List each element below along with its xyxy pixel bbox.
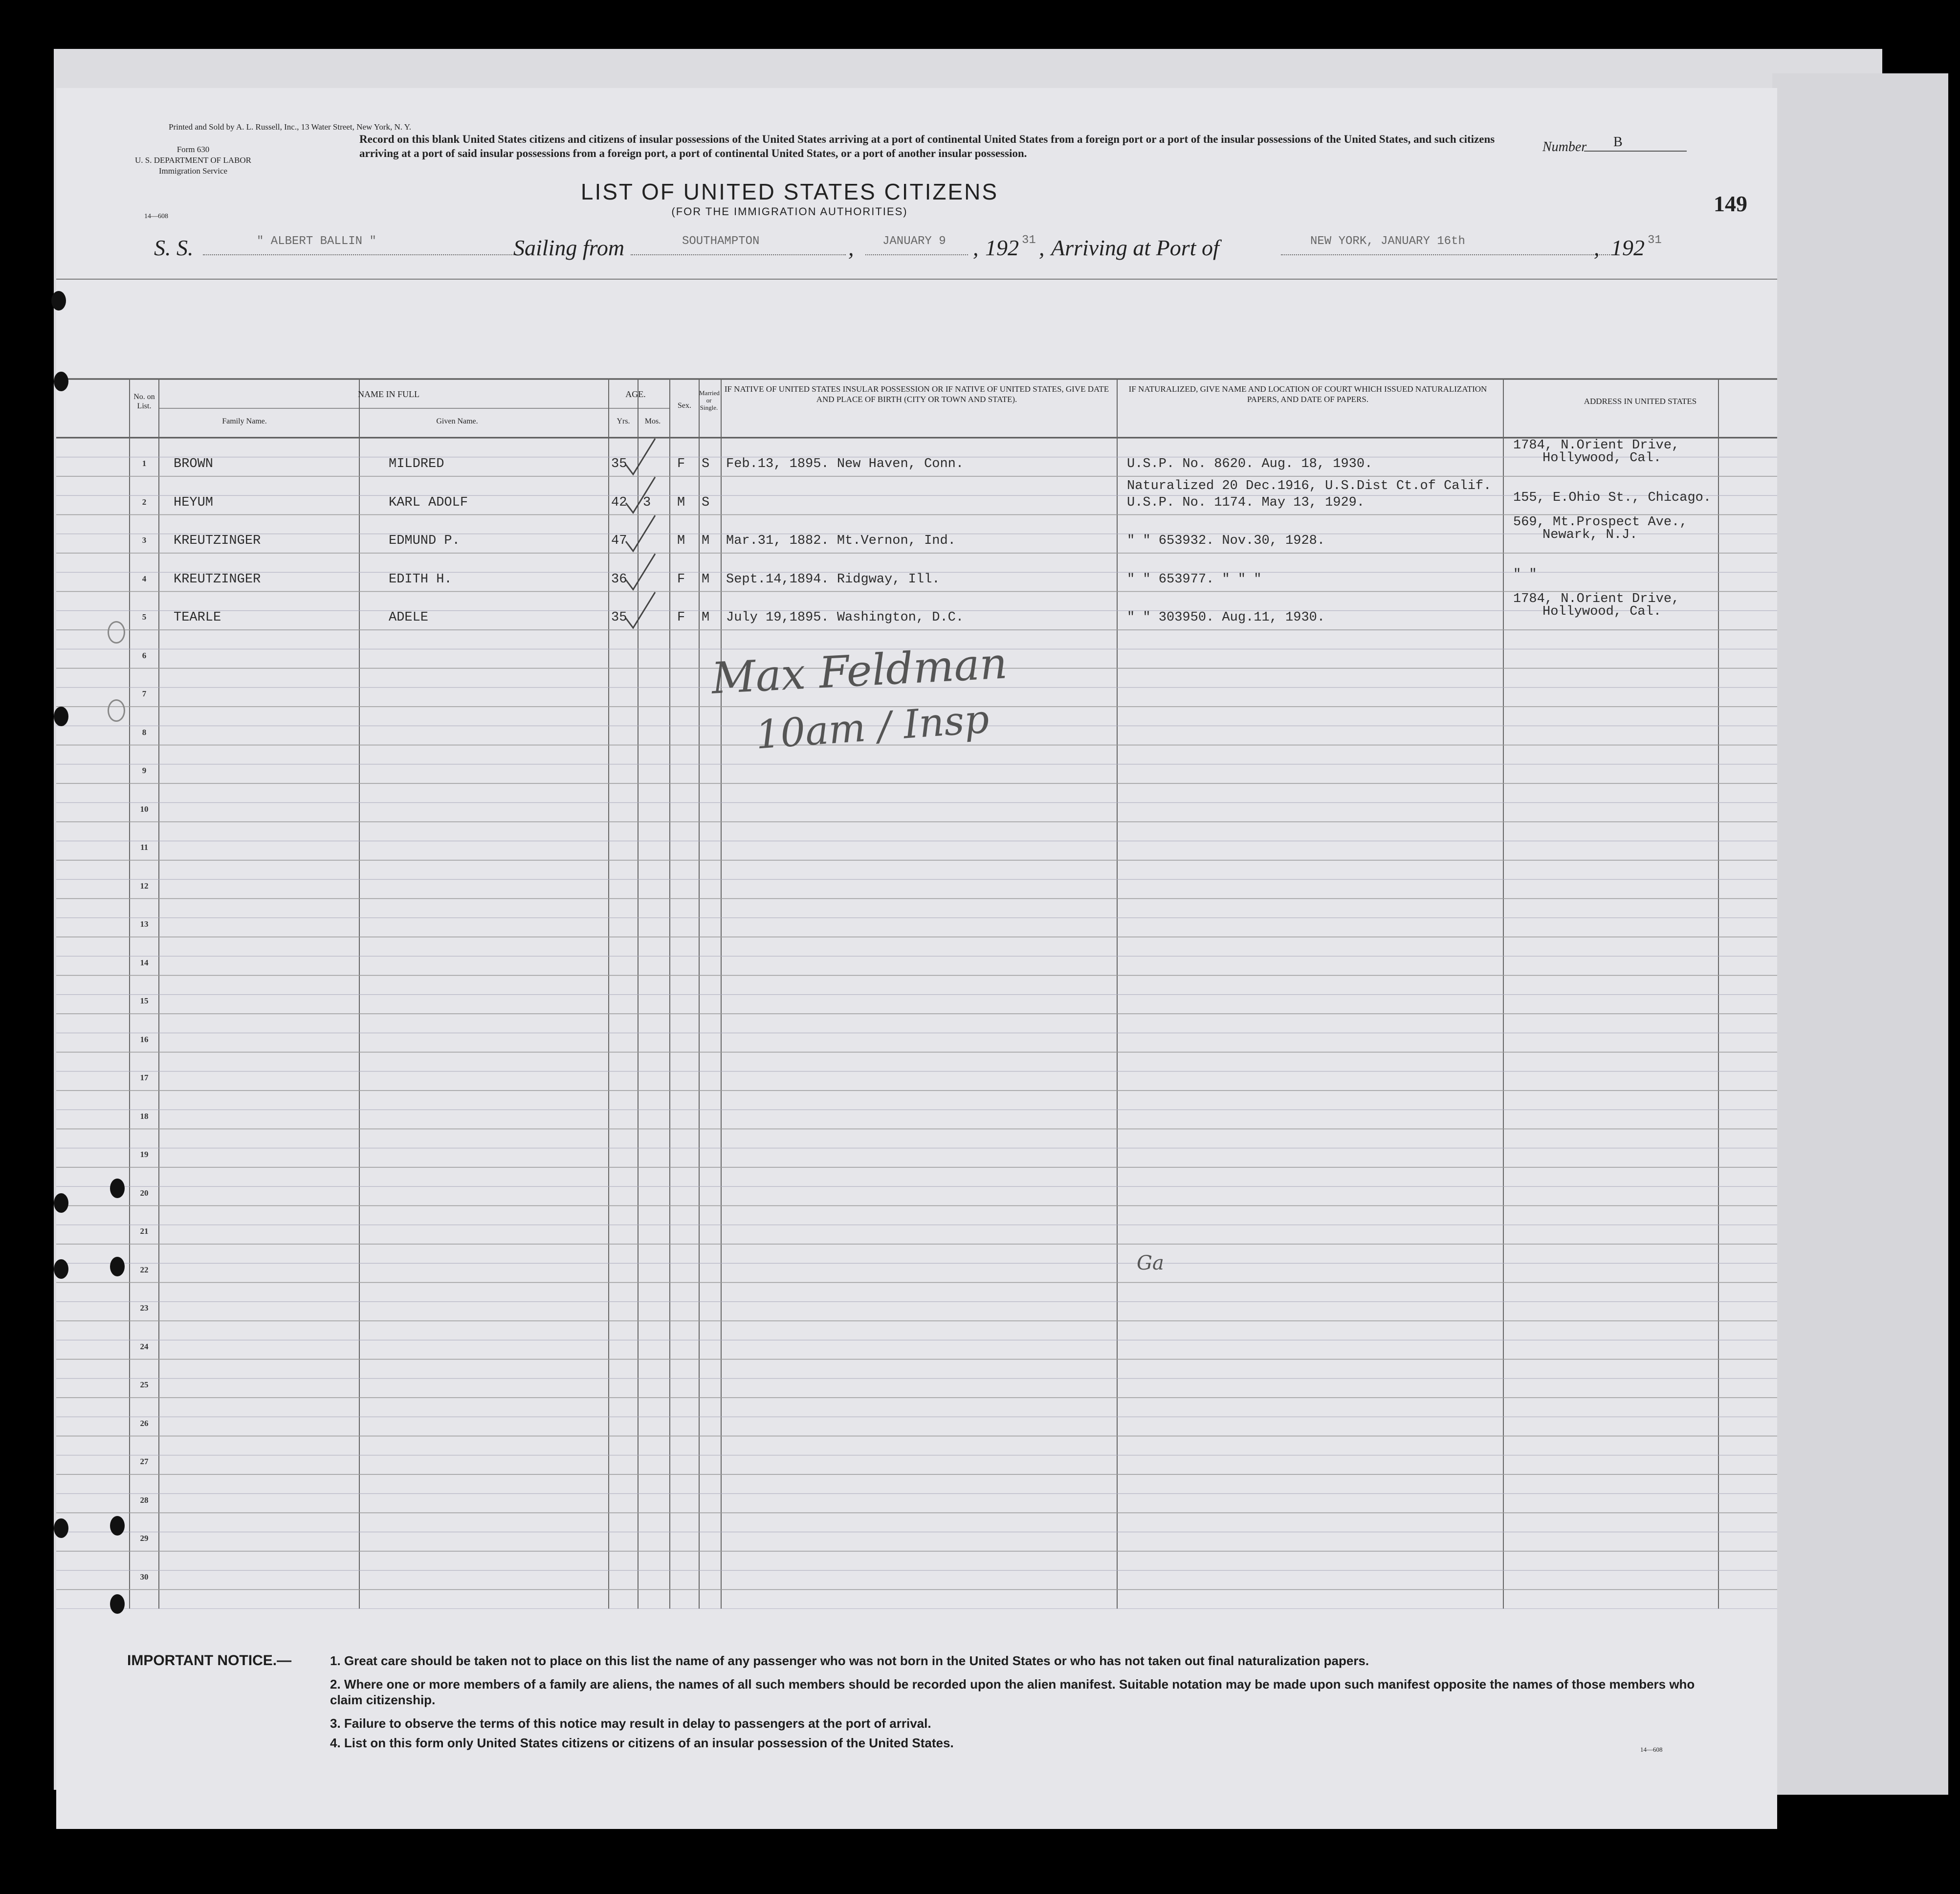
birth-info: Sept.14,1894. Ridgway, Ill. (726, 572, 940, 587)
page-subtitle: (FOR THE IMMIGRATION AUTHORITIES) (671, 205, 908, 218)
sex: F (677, 610, 685, 625)
footer-code: 14—608 (1640, 1746, 1663, 1753)
punch-hole (54, 1518, 68, 1538)
department: U. S. DEPARTMENT OF LABOR (135, 156, 251, 165)
arrival: NEW YORK, JANUARY 16th (1310, 235, 1465, 248)
naturalization-info: " " 653977. " " " (1127, 572, 1262, 587)
marital-status: S (702, 495, 710, 510)
naturalization-info: " " 303950. Aug.11, 1930. (1127, 610, 1325, 625)
naturalization-info: U.S.P. No. 1174. May 13, 1929. (1127, 495, 1365, 510)
arrival-year: 31 (1648, 234, 1662, 247)
sex: M (677, 495, 685, 510)
service: Immigration Service (158, 166, 228, 176)
sex: M (677, 534, 685, 548)
birth-info: July 19,1895. Washington, D.C. (726, 610, 964, 625)
punch-hole (54, 1259, 68, 1279)
notice-item: 2. Where one or more members of a family are aliens, the names of all such members should be recorded upon the alien manifest. Suitable notation may be made upon such manifest opposite the names of those members who claim citizenship. (330, 1677, 1695, 1707)
punch-hole (110, 1179, 125, 1198)
comma: , (1594, 235, 1600, 260)
birth-info: Mar.31, 1882. Mt.Vernon, Ind. (726, 534, 956, 548)
small-mark: Ga (1137, 1252, 1164, 1274)
row-number: 20 (140, 1188, 149, 1198)
sex: F (677, 457, 685, 471)
row-number: 30 (140, 1572, 149, 1582)
col-mos: Mos. (644, 417, 661, 425)
notice-item: 1. Great care should be taken not to place on this list the name of any passenger who was not born in the United States or who has not taken out final naturalization papers. (330, 1653, 1369, 1668)
family-name: BROWN (174, 457, 214, 471)
ship-name: " ALBERT BALLIN " (257, 235, 376, 248)
given-name: MILDRED (389, 457, 444, 471)
address-line-1: 569, Mt.Prospect Ave., (1513, 515, 1688, 530)
address-line-2: Hollywood, Cal. (1542, 604, 1662, 619)
punch-hole (51, 291, 66, 311)
row-number: 1 (142, 459, 147, 468)
row-number: 7 (142, 689, 147, 698)
address-line-2: Newark, N.J. (1542, 528, 1638, 542)
row-number: 15 (140, 996, 149, 1005)
ss-label: S. S. (154, 235, 194, 260)
given-name: EDMUND P. (389, 534, 460, 548)
row-number: 23 (140, 1303, 149, 1313)
form-block (120, 144, 266, 177)
family-name: KREUTZINGER (174, 572, 261, 587)
manifest-page (56, 88, 1777, 1829)
marital-status: M (702, 610, 710, 625)
row-number: 25 (140, 1380, 149, 1389)
form-code: 14—608 (144, 213, 168, 220)
col-no: No. on List. (133, 393, 155, 410)
row-number: 24 (140, 1341, 149, 1351)
age-years: 35 (611, 457, 627, 471)
row-number: 17 (140, 1073, 149, 1082)
row-number: 13 (140, 919, 149, 929)
row-number: 8 (142, 727, 147, 737)
naturalization-info: " " 653932. Nov.30, 1928. (1127, 534, 1325, 548)
age-months: 3 (643, 495, 651, 510)
row-number: 10 (140, 804, 149, 814)
row-number: 18 (140, 1111, 149, 1121)
row-number: 9 (142, 766, 147, 775)
col-given: Given Name. (436, 417, 478, 425)
sailing-label: Sailing from (513, 235, 625, 260)
given-name: ADELE (389, 610, 429, 625)
punch-hole-ring (108, 621, 125, 644)
punch-hole-ring (108, 699, 125, 722)
sailing-from: SOUTHAMPTON (682, 235, 760, 248)
address-line-2: Hollywood, Cal. (1542, 451, 1662, 466)
marital-status: M (702, 534, 710, 548)
given-name: KARL ADOLF (389, 495, 468, 510)
col-address: ADDRESS IN UNITED STATES (1584, 397, 1697, 406)
row-number: 19 (140, 1150, 149, 1159)
row-number: 16 (140, 1034, 149, 1044)
punch-hole (110, 1516, 125, 1536)
sex: F (677, 572, 685, 587)
inspector-note: 10am / Insp (754, 696, 991, 758)
arrival-year-prefix: 192 (1611, 235, 1645, 260)
arriving-label: Arriving at Port of (1051, 235, 1219, 260)
sailing-line (631, 254, 846, 255)
col-sex: Sex. (678, 401, 691, 410)
form-number: Form 630 (176, 145, 210, 154)
punch-hole (54, 707, 68, 726)
col-yrs: Yrs. (617, 417, 630, 425)
row-number: 11 (140, 843, 149, 852)
marital-status: S (702, 457, 710, 471)
family-name: HEYUM (174, 495, 214, 510)
punch-hole (54, 372, 68, 391)
arrival-line (1281, 254, 1613, 255)
row-number: 12 (140, 881, 149, 891)
ship-line (203, 254, 516, 255)
inspector-signature: Max Feldman (710, 638, 1009, 704)
passenger-table (56, 279, 1777, 1609)
row-number: 21 (140, 1226, 149, 1236)
naturalization-info: U.S.P. No. 8620. Aug. 18, 1930. (1127, 457, 1373, 471)
birth-info: Feb.13, 1895. New Haven, Conn. (726, 457, 964, 471)
sail-year: 31 (1022, 234, 1036, 247)
given-name: EDITH H. (389, 572, 452, 587)
comma: , (1039, 235, 1045, 260)
table-grid (56, 279, 1777, 1609)
page-title: LIST OF UNITED STATES CITIZENS (580, 179, 999, 204)
row-number: 29 (140, 1534, 149, 1543)
notice-item: 4. List on this form only United States citizens or citizens of an insular possession of the United States. (330, 1736, 954, 1750)
age-years: 47 (611, 534, 627, 548)
number-value: B (1613, 134, 1623, 150)
row-number: 5 (142, 612, 147, 622)
row-number: 4 (142, 574, 147, 583)
number-label: Number (1542, 139, 1587, 155)
punch-hole (110, 1257, 125, 1276)
row-number: 26 (140, 1418, 149, 1428)
naturalization-court: Naturalized 20 Dec.1916, U.S.Dist Ct.of Calif. (1127, 478, 1492, 493)
check-mark (626, 592, 655, 628)
check-mark (626, 439, 655, 474)
col-age: AGE. (625, 389, 646, 399)
address-line-1: 155, E.Ohio St., Chicago. (1513, 490, 1712, 505)
age-years: 42 (611, 495, 627, 510)
row-number: 14 (140, 958, 149, 967)
comma: , (848, 235, 854, 260)
sail-date: JANUARY 9 (882, 235, 946, 248)
punch-hole (54, 1193, 68, 1213)
address-line-1: " " (1513, 567, 1537, 582)
address-line-1: 1784, N.Orient Drive, (1513, 592, 1680, 606)
col-family: Family Name. (222, 417, 267, 425)
check-mark (626, 554, 655, 590)
col-naturalized: IF NATURALIZED, GIVE NAME AND LOCATION OF COURT WHICH ISSUED NATURALIZATION PAPERS, AND DATE OF PAPERS. (1128, 384, 1487, 404)
row-number: 27 (140, 1457, 149, 1466)
notice-title: IMPORTANT NOTICE.— (127, 1652, 292, 1669)
col-birth: IF NATIVE OF UNITED STATES INSULAR POSSESSION OR IF NATIVE OF UNITED STATES, GIVE DATE AND PLACE OF BIRTH (CITY OR TOWN AND STATE). (724, 384, 1109, 404)
address-line-1: 1784, N.Orient Drive, (1513, 438, 1680, 453)
row-number: 3 (142, 535, 147, 545)
row-number: 2 (142, 497, 147, 507)
family-name: TEARLE (174, 610, 221, 625)
row-number: 28 (140, 1495, 149, 1505)
record-instructions: Record on this blank United States citizens and citizens of insular possessions of the United States arriving at a port of continental United States from a foreign port or a port of the insular possessions of the United States, and such citizens arriving at a port of said insular possessions from a foreign port, a port of continental United States, or a port of another insular possession. (359, 133, 1495, 159)
punch-hole (110, 1594, 125, 1614)
page-number: 149 (1714, 191, 1747, 216)
row-number: 6 (142, 650, 147, 660)
col-married: Married or Single. (699, 389, 720, 411)
age-years: 36 (611, 572, 627, 587)
printer-credit: Printed and Sold by A. L. Russell, Inc., 13 Water Street, New York, N. Y. (169, 122, 412, 132)
number-line (1584, 151, 1687, 152)
marital-status: M (702, 572, 710, 587)
date-line (865, 254, 968, 255)
notice-item: 3. Failure to observe the terms of this notice may result in delay to passengers at the port of arrival. (330, 1716, 931, 1731)
col-name-in-full: NAME IN FULL (358, 389, 419, 399)
family-name: KREUTZINGER (174, 534, 261, 548)
age-years: 35 (611, 610, 627, 625)
comma: , (973, 235, 979, 260)
right-sheet (1772, 73, 1948, 1795)
year-prefix: 192 (985, 235, 1019, 260)
check-mark (626, 515, 655, 551)
row-number: 22 (140, 1265, 149, 1274)
